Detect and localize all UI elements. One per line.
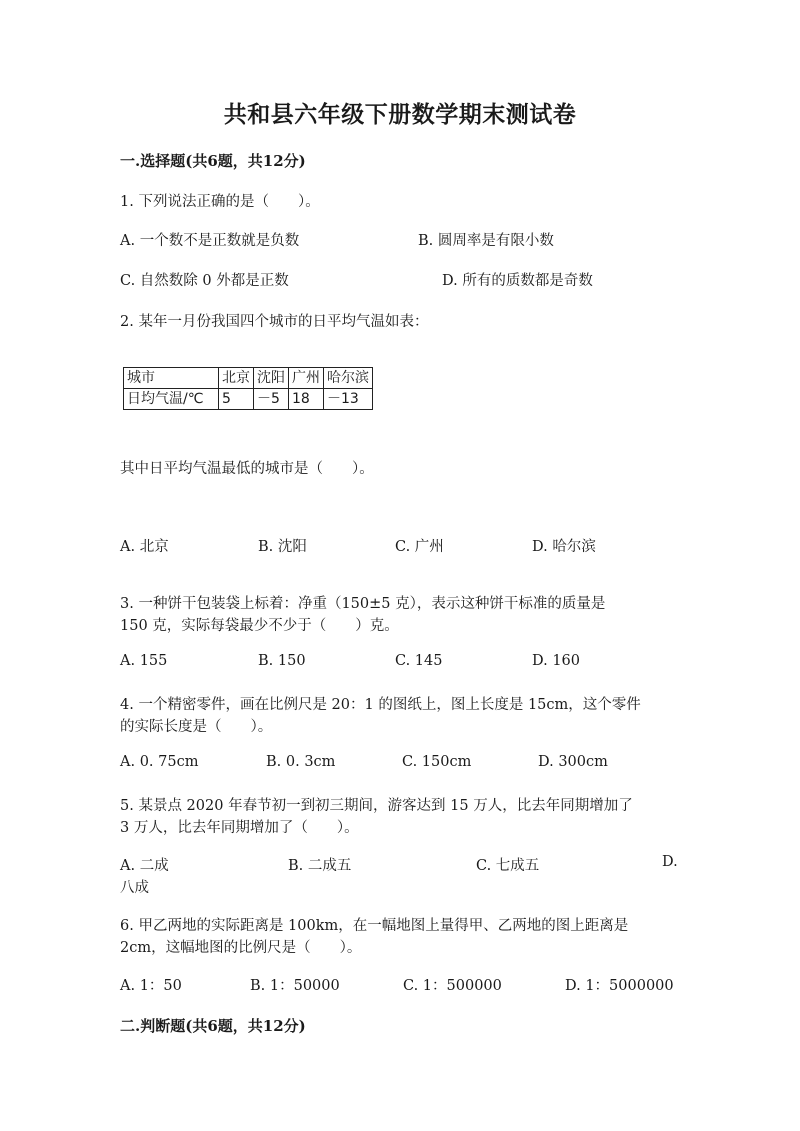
q1-option-a: A. 一个数不是正数就是负数: [120, 233, 300, 249]
table-cell: 北京: [219, 368, 254, 389]
q5-option-d-text: 八成: [120, 880, 149, 896]
table-cell: 18: [289, 389, 324, 410]
q1-option-c: C. 自然数除 0 外都是正数: [120, 273, 289, 289]
table-cell: 日均气温/℃: [124, 389, 219, 410]
q2-option-a: A. 北京: [120, 539, 169, 555]
question-5-stem-line2: 3 万人，比去年同期增加了（ ）。: [120, 820, 359, 836]
table-cell: 哈尔滨: [324, 368, 373, 389]
q5-option-d-label: D.: [662, 854, 678, 870]
q4-option-d: D. 300cm: [538, 754, 608, 770]
q3-option-b: B. 150: [258, 653, 306, 669]
table-cell: 广州: [289, 368, 324, 389]
question-4-stem-line1: 4. 一个精密零件，画在比例尺是 20：1 的图纸上，图上长度是 15cm，这个零件: [120, 697, 641, 713]
question-6-stem-line1: 6. 甲乙两地的实际距离是 100km，在一幅地图上量得甲、乙两地的图上距离是: [120, 918, 629, 934]
temperature-table: [123, 367, 373, 410]
question-3-stem-line2: 150 克，实际每袋最少不少于（ ）克。: [120, 618, 399, 634]
page-title: 共和县六年级下册数学期末测试卷: [223, 101, 577, 128]
q2-option-b: B. 沈阳: [258, 539, 307, 555]
q2-option-d: D. 哈尔滨: [532, 539, 596, 555]
question-4-stem-line2: 的实际长度是（ ）。: [120, 719, 273, 735]
q6-option-c: C. 1：500000: [403, 978, 502, 994]
table-cell: 城市: [124, 368, 219, 389]
table-cell: －5: [254, 389, 289, 410]
question-3-stem-line1: 3. 一种饼干包装袋上标着：净重（150±5 克），表示这种饼干标准的质量是: [120, 596, 606, 612]
q3-option-a: A. 155: [120, 653, 168, 669]
q3-option-c: C. 145: [395, 653, 443, 669]
table-header-row: [124, 368, 373, 389]
question-6-stem-line2: 2cm，这幅地图的比例尺是（ ）。: [120, 940, 362, 956]
q6-option-d: D. 1：5000000: [565, 978, 674, 994]
q1-option-d: D. 所有的质数都是奇数: [442, 273, 593, 289]
q5-option-a: A. 二成: [120, 858, 169, 874]
question-1-stem: 1. 下列说法正确的是（ ）。: [120, 194, 320, 210]
question-2-question: 其中日平均气温最低的城市是（ ）。: [120, 461, 374, 477]
table-cell: 沈阳: [254, 368, 289, 389]
q4-option-a: A. 0. 75cm: [120, 754, 199, 770]
table-cell: －13: [324, 389, 373, 410]
table-cell: 5: [219, 389, 254, 410]
section-heading-judgement: 二.判断题(共6题，共12分): [120, 1017, 306, 1035]
question-5-stem-line1: 5. 某景点 2020 年春节初一到初三期间，游客达到 15 万人，比去年同期增加了: [120, 798, 633, 814]
q6-option-b: B. 1：50000: [250, 978, 340, 994]
q2-option-c: C. 广州: [395, 539, 444, 555]
q1-option-b: B. 圆周率是有限小数: [418, 233, 554, 249]
q3-option-d: D. 160: [532, 653, 581, 669]
section-heading-choice: 一.选择题(共6题，共12分): [120, 152, 306, 170]
q4-option-c: C. 150cm: [402, 754, 472, 770]
q6-option-a: A. 1：50: [120, 978, 182, 994]
q5-option-c: C. 七成五: [476, 858, 540, 874]
q5-option-b: B. 二成五: [288, 858, 352, 874]
question-2-stem: 2. 某年一月份我国四个城市的日平均气温如表：: [120, 314, 429, 330]
q4-option-b: B. 0. 3cm: [266, 754, 336, 770]
table-row: [124, 389, 373, 410]
